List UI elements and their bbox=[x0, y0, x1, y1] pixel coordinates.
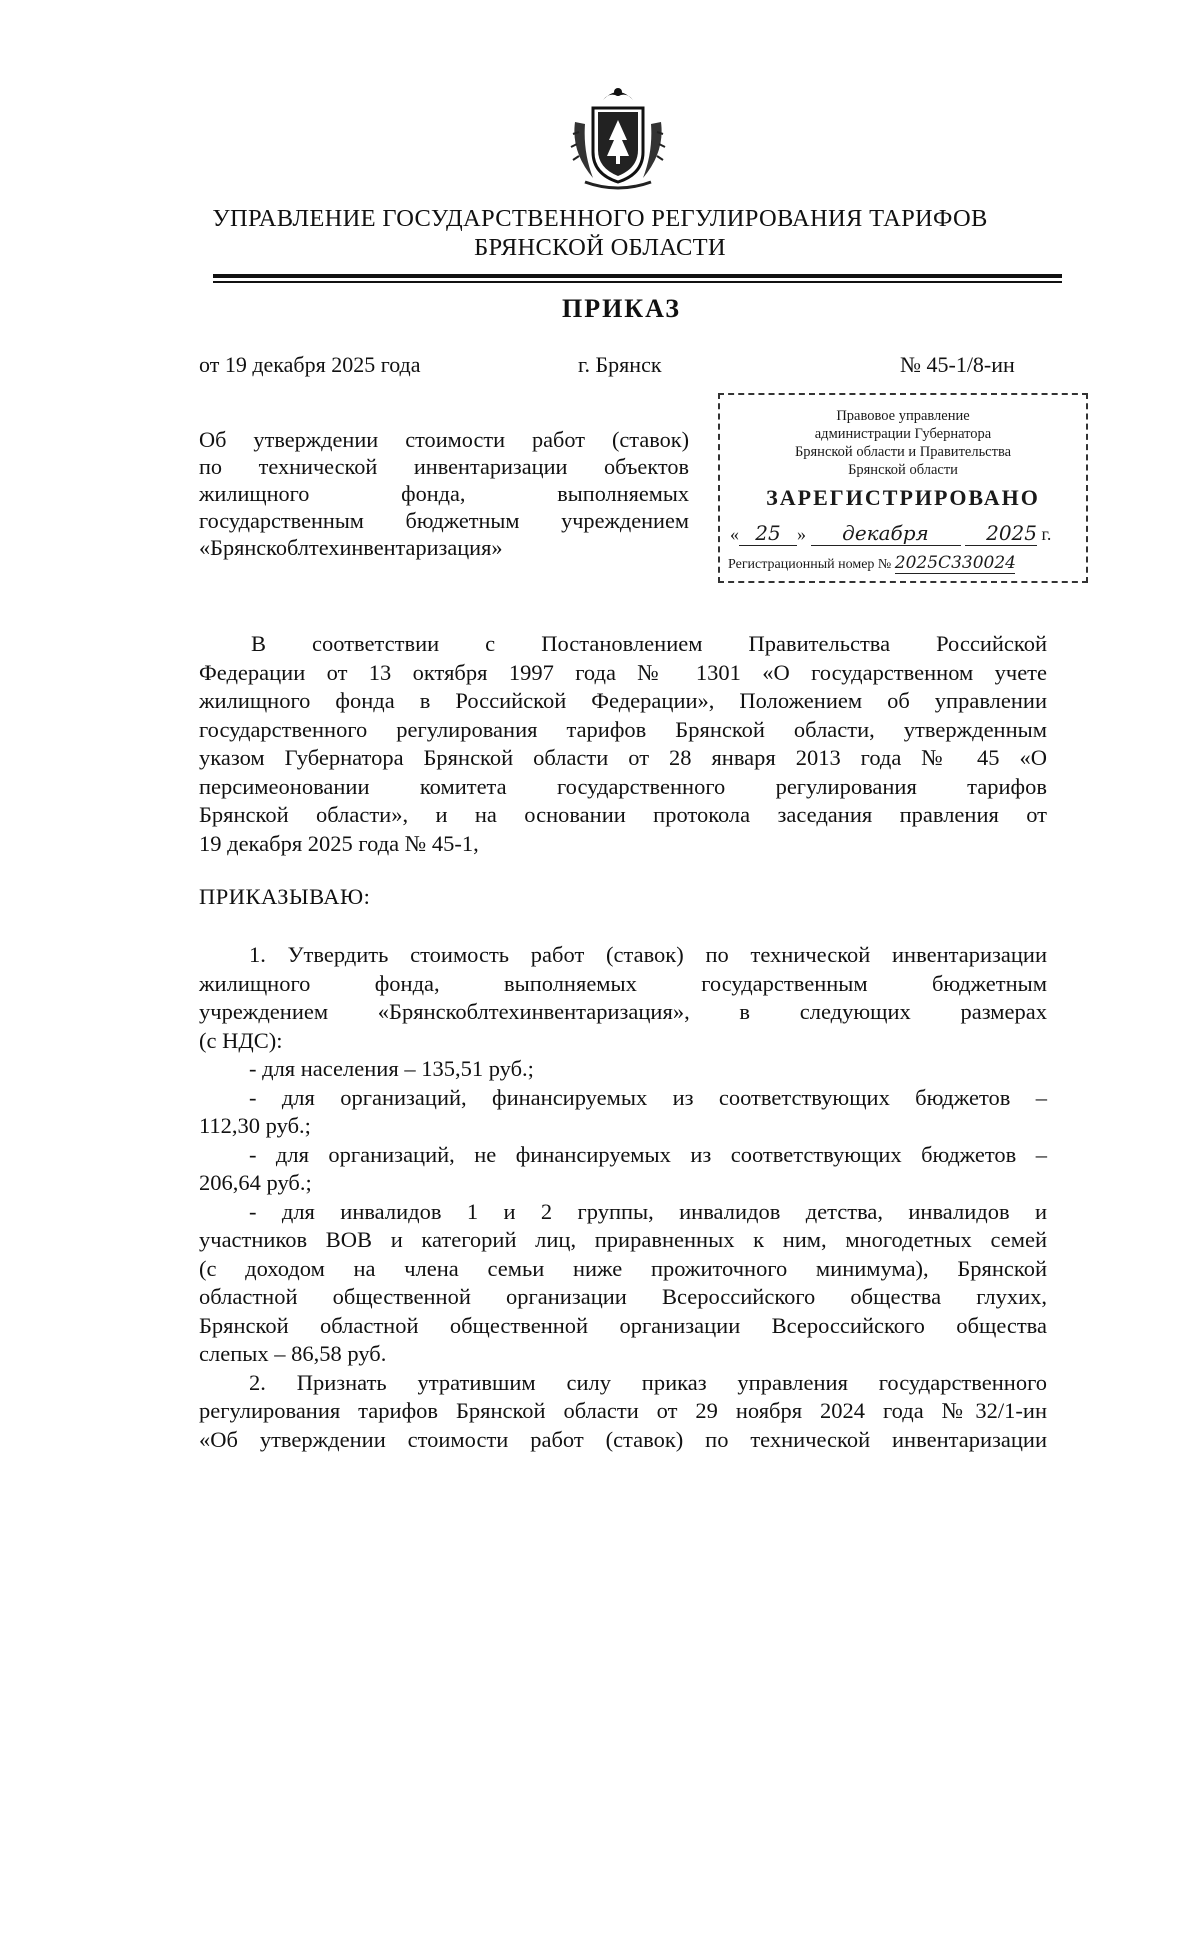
stamp-line: Брянской области bbox=[848, 462, 958, 478]
subject-line: государственным бюджетным учреждением bbox=[199, 508, 689, 533]
item-line: учреждением «Брянскоблтехинвентаризация», в следующих размерах bbox=[199, 999, 1047, 1024]
stamp-date: « 25 » декабря 2025 г. bbox=[730, 521, 1052, 545]
preamble-line: персимеоновании комитета государственного регулирования тарифов bbox=[199, 773, 1047, 799]
preamble-line: указом Губернатора Брянской области от 28 января 2013 года № 45 «О bbox=[199, 745, 1047, 770]
item-line: 1. Утвердить стоимость работ (ставок) по технической инвентаризации bbox=[249, 942, 1047, 967]
order-date: от 19 декабря 2025 года bbox=[199, 352, 421, 377]
item-line: областной общественной организации Всероссийского общества глухих, bbox=[199, 1284, 1047, 1309]
item-line: слепых – 86,58 руб. bbox=[199, 1341, 387, 1366]
subject-line: «Брянскоблтехинвентаризация» bbox=[199, 535, 503, 560]
item-line: участников ВОВ и категорий лиц, приравненных к ним, многодетных семей bbox=[199, 1227, 1047, 1252]
stamp-status: ЗАРЕГИСТРИРОВАНО bbox=[766, 485, 1040, 510]
item-line: Брянской областной общественной организации Всероссийского общества bbox=[199, 1312, 1047, 1338]
item-line: 2. Признать утратившим силу приказ управления государственного bbox=[249, 1369, 1047, 1395]
header-divider-thick bbox=[213, 274, 1062, 278]
subject-line: жилищного фонда, выполняемых bbox=[199, 481, 689, 506]
registration-stamp bbox=[718, 393, 1088, 583]
preamble-paragraph bbox=[199, 630, 1047, 858]
stamp-year: 2025 bbox=[965, 521, 1037, 546]
preamble-line: В соответствии с Постановлением Правительства Российской bbox=[251, 631, 1047, 656]
order-directive: ПРИКАЗЫВАЮ: bbox=[199, 884, 371, 909]
preamble-line: 19 декабря 2025 года № 45-1, bbox=[199, 830, 479, 856]
preamble-line: Брянской области», и на основании протокола заседания правления от bbox=[199, 802, 1047, 827]
org-name-line2: БРЯНСКОЙ ОБЛАСТИ bbox=[474, 234, 726, 261]
preamble-line: государственного регулирования тарифов Брянской области, утвержденным bbox=[199, 716, 1047, 742]
document-type-title: ПРИКАЗ bbox=[561, 294, 682, 323]
stamp-year-suffix: г. bbox=[1041, 524, 1052, 544]
order-city: г. Брянск bbox=[578, 352, 662, 377]
stamp-line: Правовое управление bbox=[836, 408, 970, 424]
subject-line: по технической инвентаризации объектов bbox=[199, 454, 689, 479]
item-line: 112,30 руб.; bbox=[199, 1113, 311, 1138]
header-divider-thin bbox=[213, 281, 1062, 283]
order-subject bbox=[199, 426, 689, 561]
stamp-month: декабря bbox=[811, 521, 961, 546]
bryansk-coat-of-arms-icon bbox=[563, 82, 673, 194]
item-line: регулирования тарифов Брянской области от 29 ноября 2024 года №32/1-ин bbox=[199, 1398, 1047, 1423]
stamp-line: Брянской области и Правительства bbox=[794, 444, 1012, 460]
item-line: (с НДС): bbox=[199, 1027, 283, 1053]
preamble-line: жилищного фонда в Российской Федерации», Положением об управлении bbox=[199, 688, 1047, 713]
item-line: (с доходом на члена семьи ниже прожиточного минимума), Брянской bbox=[199, 1255, 1047, 1281]
org-name-line1: УПРАВЛЕНИЕ ГОСУДАРСТВЕННОГО РЕГУЛИРОВАНИЯ ТАРИФОВ bbox=[212, 205, 988, 232]
subject-line: Об утверждении стоимости работ (ставок) bbox=[199, 427, 689, 452]
stamp-line: администрации Губернатора bbox=[814, 426, 992, 442]
stamp-reg-number bbox=[728, 553, 1015, 574]
order-items bbox=[199, 941, 1047, 1454]
stamp-reg-value: 2025С330024 bbox=[894, 553, 1016, 573]
item-line: «Об утверждении стоимости работ (ставок) по технической инвентаризации bbox=[199, 1426, 1047, 1452]
item-line: - для инвалидов 1 и 2 группы, инвалидов детства, инвалидов и bbox=[249, 1198, 1047, 1224]
item-line: 206,64 руб.; bbox=[199, 1170, 312, 1195]
item-line: - для организаций, не финансируемых из соответствующих бюджетов – bbox=[249, 1141, 1047, 1167]
preamble-line: Федерации от 13 октября 1997 года № 1301 «О государственном учете bbox=[199, 659, 1047, 685]
item-line: жилищного фонда, выполняемых государственным бюджетным bbox=[199, 970, 1047, 996]
stamp-reg-label: Регистрационный номер № bbox=[728, 557, 892, 572]
item-line: - для организаций, финансируемых из соответствующих бюджетов – bbox=[249, 1084, 1047, 1110]
order-number: № 45-1/8-ин bbox=[900, 352, 1015, 377]
stamp-day: 25 bbox=[739, 521, 797, 546]
item-line: - для населения – 135,51 руб.; bbox=[249, 1056, 534, 1081]
